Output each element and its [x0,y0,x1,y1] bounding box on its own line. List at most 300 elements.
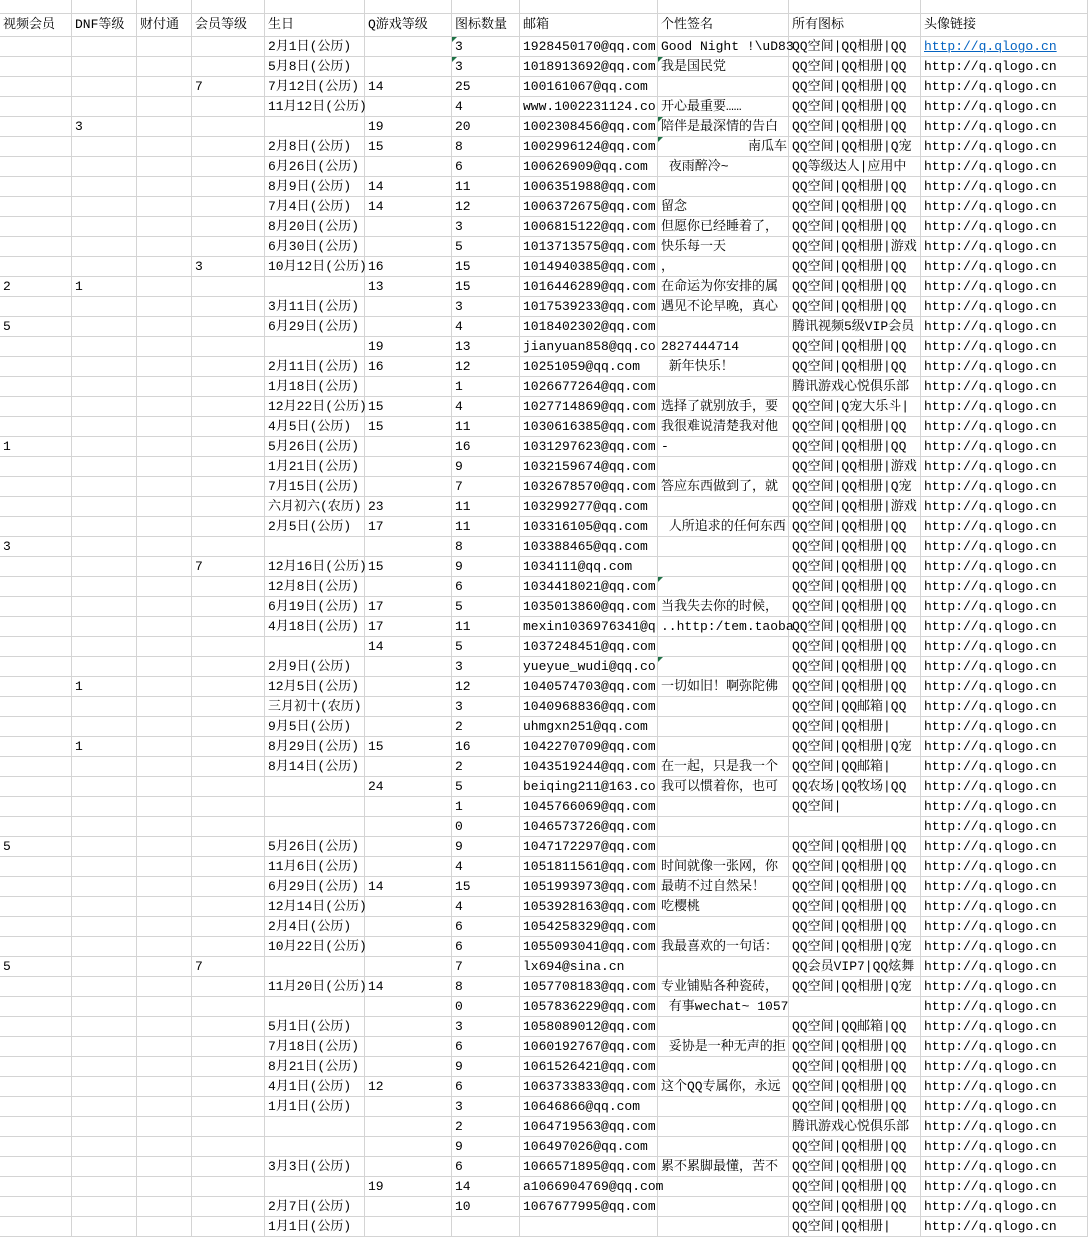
avatar-link[interactable]: http://q.qlogo.cn [924,779,1057,794]
cell-all_icons[interactable]: 腾讯视频5级VIP会员 [789,317,921,337]
cell-email[interactable]: 1016446289@qq.com [520,277,658,297]
cell-signature[interactable]: 人所追求的任何东西 [658,517,789,537]
cell-video_vip[interactable] [0,1177,72,1197]
cell-icon_count[interactable]: 7 [452,957,520,977]
cell-email[interactable]: 1006815122@qq.com [520,217,658,237]
cell-email[interactable]: 1057836229@qq.com [520,997,658,1017]
col-header-email[interactable]: 邮箱 [520,14,658,37]
cell-tenpay[interactable] [137,797,192,817]
cell-qgame_level[interactable]: 14 [365,877,452,897]
cell-tenpay[interactable] [137,37,192,57]
cell-vip_level[interactable] [192,277,265,297]
cell-tenpay[interactable] [137,317,192,337]
cell-qgame_level[interactable]: 19 [365,117,452,137]
cell-video_vip[interactable] [0,337,72,357]
cell-all_icons[interactable]: QQ空间|QQ相册|QQ [789,417,921,437]
cell-avatar_link[interactable] [921,1197,1088,1217]
cell-email[interactable]: 1060192767@qq.com [520,1037,658,1057]
cell-avatar_link[interactable] [921,817,1088,837]
cell-vip_level[interactable] [192,977,265,997]
cell-avatar_link[interactable] [921,657,1088,677]
cell-qgame_level[interactable] [365,657,452,677]
cell-tenpay[interactable] [137,1037,192,1057]
cell-dnf_level[interactable] [72,77,137,97]
cell-video_vip[interactable] [0,377,72,397]
cell-all_icons[interactable]: QQ空间|QQ相册|QQ [789,837,921,857]
cell-signature[interactable]: Good Night !\uD83 [658,37,789,57]
cell-icon_count[interactable]: 9 [452,457,520,477]
cell-dnf_level[interactable] [72,257,137,277]
cell-avatar_link[interactable] [921,1157,1088,1177]
cell-dnf_level[interactable] [72,1217,137,1237]
cell-tenpay[interactable] [137,337,192,357]
cell-email[interactable]: 1051993973@qq.com [520,877,658,897]
cell-icon_count[interactable]: 5 [452,637,520,657]
cell-birthday[interactable]: 3月3日(公历) [265,1157,365,1177]
cell-dnf_level[interactable] [72,1017,137,1037]
cell-email[interactable]: 1928450170@qq.com [520,37,658,57]
cell-tenpay[interactable] [137,717,192,737]
cell-dnf_level[interactable] [72,1057,137,1077]
cell-vip_level[interactable] [192,517,265,537]
avatar-link[interactable]: http://q.qlogo.cn [924,979,1057,994]
cell-signature[interactable]: 我很难说清楚我对他 [658,417,789,437]
cell-qgame_level[interactable] [365,477,452,497]
cell-birthday[interactable] [265,277,365,297]
avatar-link[interactable]: http://q.qlogo.cn [924,859,1057,874]
cell-tenpay[interactable] [137,497,192,517]
cell-qgame_level[interactable] [365,917,452,937]
avatar-link[interactable]: http://q.qlogo.cn [924,799,1057,814]
cell-video_vip[interactable] [0,197,72,217]
avatar-link[interactable]: http://q.qlogo.cn [924,639,1057,654]
cell-signature[interactable] [658,1017,789,1037]
cell-dnf_level[interactable] [72,1137,137,1157]
empty-cell[interactable] [365,0,452,14]
cell-signature[interactable] [658,1117,789,1137]
cell-tenpay[interactable] [137,1117,192,1137]
cell-dnf_level[interactable] [72,57,137,77]
cell-video_vip[interactable] [0,597,72,617]
cell-dnf_level[interactable] [72,537,137,557]
cell-signature[interactable] [658,737,789,757]
cell-video_vip[interactable] [0,97,72,117]
cell-video_vip[interactable] [0,577,72,597]
cell-qgame_level[interactable] [365,297,452,317]
cell-email[interactable] [520,1217,658,1237]
cell-icon_count[interactable]: 3 [452,1017,520,1037]
cell-birthday[interactable]: 六月初六(农历) [265,497,365,517]
cell-tenpay[interactable] [137,957,192,977]
col-header-avatar_link[interactable]: 头像链接 [921,14,1088,37]
cell-vip_level[interactable] [192,317,265,337]
cell-all_icons[interactable]: QQ空间|QQ相册|QQ [789,37,921,57]
cell-avatar_link[interactable] [921,277,1088,297]
cell-qgame_level[interactable] [365,757,452,777]
cell-all_icons[interactable]: QQ空间|QQ相册|QQ [789,577,921,597]
cell-email[interactable]: 1061526421@qq.com [520,1057,658,1077]
cell-qgame_level[interactable] [365,1057,452,1077]
cell-qgame_level[interactable] [365,937,452,957]
cell-all_icons[interactable]: QQ空间|QQ相册|QQ [789,1157,921,1177]
cell-all_icons[interactable]: QQ空间|QQ相册|QQ [789,517,921,537]
cell-qgame_level[interactable] [365,97,452,117]
cell-signature[interactable] [658,497,789,517]
cell-birthday[interactable] [265,637,365,657]
cell-qgame_level[interactable]: 17 [365,517,452,537]
cell-icon_count[interactable]: 25 [452,77,520,97]
cell-dnf_level[interactable] [72,1077,137,1097]
cell-video_vip[interactable] [0,557,72,577]
cell-vip_level[interactable] [192,117,265,137]
cell-email[interactable]: 1006372675@qq.com [520,197,658,217]
cell-tenpay[interactable] [137,1057,192,1077]
cell-video_vip[interactable]: 5 [0,957,72,977]
cell-vip_level[interactable] [192,297,265,317]
cell-dnf_level[interactable] [72,777,137,797]
cell-all_icons[interactable]: QQ空间|QQ相册|QQ [789,877,921,897]
empty-cell[interactable] [520,0,658,14]
cell-qgame_level[interactable]: 14 [365,977,452,997]
cell-video_vip[interactable] [0,1017,72,1037]
cell-birthday[interactable]: 7月12日(公历) [265,77,365,97]
cell-icon_count[interactable]: 11 [452,177,520,197]
cell-vip_level[interactable] [192,857,265,877]
cell-dnf_level[interactable] [72,937,137,957]
cell-dnf_level[interactable] [72,797,137,817]
cell-birthday[interactable]: 12月8日(公历) [265,577,365,597]
cell-video_vip[interactable] [0,757,72,777]
cell-icon_count[interactable]: 9 [452,1137,520,1157]
cell-birthday[interactable] [265,957,365,977]
cell-dnf_level[interactable] [72,1117,137,1137]
cell-signature[interactable] [658,1137,789,1157]
cell-email[interactable]: 1037248451@qq.com [520,637,658,657]
avatar-link[interactable]: http://q.qlogo.cn [924,1039,1057,1054]
cell-all_icons[interactable]: QQ会员VIP7|QQ炫舞 [789,957,921,977]
cell-dnf_level[interactable]: 1 [72,677,137,697]
cell-dnf_level[interactable] [72,517,137,537]
cell-video_vip[interactable]: 1 [0,437,72,457]
cell-all_icons[interactable]: QQ空间|QQ相册|QQ [789,1137,921,1157]
avatar-link[interactable]: http://q.qlogo.cn [924,559,1057,574]
cell-avatar_link[interactable] [921,617,1088,637]
cell-email[interactable]: a1066904769@qq.com [520,1177,658,1197]
cell-email[interactable]: 1043519244@qq.com [520,757,658,777]
cell-icon_count[interactable]: 9 [452,557,520,577]
cell-signature[interactable]: 快乐每一天 [658,237,789,257]
cell-signature[interactable]: 开心最重要…… [658,97,789,117]
cell-qgame_level[interactable] [365,1197,452,1217]
cell-avatar_link[interactable] [921,917,1088,937]
cell-qgame_level[interactable] [365,157,452,177]
cell-avatar_link[interactable] [921,897,1088,917]
cell-vip_level[interactable] [192,777,265,797]
cell-icon_count[interactable]: 12 [452,357,520,377]
cell-dnf_level[interactable] [72,197,137,217]
cell-video_vip[interactable] [0,237,72,257]
cell-dnf_level[interactable] [72,157,137,177]
cell-avatar_link[interactable] [921,777,1088,797]
cell-dnf_level[interactable] [72,977,137,997]
cell-email[interactable]: 1064719563@qq.com [520,1117,658,1137]
cell-icon_count[interactable]: 6 [452,1037,520,1057]
cell-vip_level[interactable] [192,377,265,397]
cell-dnf_level[interactable] [72,177,137,197]
cell-tenpay[interactable] [137,917,192,937]
cell-birthday[interactable]: 1月1日(公历) [265,1097,365,1117]
cell-vip_level[interactable] [192,57,265,77]
cell-vip_level[interactable]: 3 [192,257,265,277]
cell-birthday[interactable]: 2月9日(公历) [265,657,365,677]
cell-email[interactable]: uhmgxn251@qq.com [520,717,658,737]
cell-all_icons[interactable]: QQ空间|QQ相册|QQ [789,1177,921,1197]
cell-video_vip[interactable] [0,477,72,497]
avatar-link[interactable]: http://q.qlogo.cn [924,899,1057,914]
cell-icon_count[interactable]: 2 [452,1117,520,1137]
cell-all_icons[interactable]: QQ空间|QQ相册| [789,1217,921,1237]
cell-qgame_level[interactable]: 23 [365,497,452,517]
cell-video_vip[interactable] [0,1197,72,1217]
cell-video_vip[interactable] [0,257,72,277]
cell-qgame_level[interactable]: 15 [365,137,452,157]
cell-qgame_level[interactable] [365,957,452,977]
cell-video_vip[interactable] [0,817,72,837]
cell-dnf_level[interactable] [72,597,137,617]
cell-signature[interactable]: 吃樱桃 [658,897,789,917]
cell-birthday[interactable] [265,1177,365,1197]
cell-all_icons[interactable]: QQ空间|QQ相册|QQ [789,1097,921,1117]
cell-qgame_level[interactable] [365,837,452,857]
cell-signature[interactable]: 最萌不过自然呆！ [658,877,789,897]
cell-video_vip[interactable] [0,157,72,177]
cell-birthday[interactable]: 5月8日(公历) [265,57,365,77]
cell-vip_level[interactable] [192,37,265,57]
cell-tenpay[interactable] [137,977,192,997]
avatar-link[interactable]: http://q.qlogo.cn [924,239,1057,254]
cell-avatar_link[interactable] [921,637,1088,657]
cell-icon_count[interactable]: 4 [452,897,520,917]
cell-dnf_level[interactable] [72,637,137,657]
cell-dnf_level[interactable]: 3 [72,117,137,137]
cell-all_icons[interactable]: QQ空间|QQ相册|QQ [789,197,921,217]
cell-avatar_link[interactable] [921,1097,1088,1117]
cell-email[interactable]: 1002996124@qq.com [520,137,658,157]
cell-qgame_level[interactable]: 15 [365,417,452,437]
avatar-link[interactable]: http://q.qlogo.cn [924,159,1057,174]
cell-all_icons[interactable]: QQ空间|QQ相册|QQ [789,1197,921,1217]
cell-email[interactable]: 100161067@qq.com [520,77,658,97]
cell-birthday[interactable]: 11月20日(公历) [265,977,365,997]
cell-video_vip[interactable] [0,657,72,677]
cell-signature[interactable]: 妥协是一种无声的拒 [658,1037,789,1057]
cell-birthday[interactable]: 8月29日(公历) [265,737,365,757]
cell-birthday[interactable]: 9月5日(公历) [265,717,365,737]
cell-video_vip[interactable] [0,897,72,917]
cell-avatar_link[interactable] [921,697,1088,717]
cell-vip_level[interactable] [192,897,265,917]
avatar-link[interactable]: http://q.qlogo.cn [924,119,1057,134]
cell-video_vip[interactable] [0,697,72,717]
cell-qgame_level[interactable]: 17 [365,617,452,637]
cell-tenpay[interactable] [137,1017,192,1037]
cell-all_icons[interactable]: QQ空间|QQ相册|QQ [789,597,921,617]
cell-icon_count[interactable]: 4 [452,397,520,417]
cell-all_icons[interactable]: QQ空间|QQ相册|QQ [789,117,921,137]
cell-icon_count[interactable]: 14 [452,1177,520,1197]
cell-dnf_level[interactable] [72,437,137,457]
cell-avatar_link[interactable] [921,437,1088,457]
cell-all_icons[interactable]: QQ空间|QQ相册|QQ [789,917,921,937]
cell-qgame_level[interactable] [365,1157,452,1177]
cell-video_vip[interactable] [0,117,72,137]
cell-avatar_link[interactable] [921,997,1088,1017]
avatar-link[interactable]: http://q.qlogo.cn [924,1059,1057,1074]
cell-tenpay[interactable] [137,1137,192,1157]
avatar-link[interactable]: http://q.qlogo.cn [924,999,1057,1014]
cell-signature[interactable]: 专业铺贴各种瓷砖， [658,977,789,997]
cell-signature[interactable]: 陪伴是最深情的告白 [658,117,789,137]
cell-icon_count[interactable]: 13 [452,337,520,357]
cell-tenpay[interactable] [137,617,192,637]
col-header-qgame_level[interactable]: Q游戏等级 [365,14,452,37]
cell-birthday[interactable]: 8月20日(公历) [265,217,365,237]
cell-birthday[interactable] [265,117,365,137]
cell-tenpay[interactable] [137,57,192,77]
avatar-link[interactable]: http://q.qlogo.cn [924,659,1057,674]
cell-avatar_link[interactable] [921,557,1088,577]
cell-birthday[interactable] [265,777,365,797]
cell-vip_level[interactable] [192,177,265,197]
cell-birthday[interactable]: 8月21日(公历) [265,1057,365,1077]
cell-tenpay[interactable] [137,1157,192,1177]
col-header-vip_level[interactable]: 会员等级 [192,14,265,37]
cell-birthday[interactable]: 6月29日(公历) [265,877,365,897]
cell-tenpay[interactable] [137,177,192,197]
cell-icon_count[interactable]: 11 [452,617,520,637]
cell-all_icons[interactable]: QQ空间|QQ相册|QQ [789,557,921,577]
cell-birthday[interactable]: 2月8日(公历) [265,137,365,157]
avatar-link[interactable]: http://q.qlogo.cn [924,39,1057,54]
cell-all_icons[interactable]: QQ空间|QQ邮箱|QQ [789,1017,921,1037]
cell-tenpay[interactable] [137,77,192,97]
cell-email[interactable]: 1018913692@qq.com [520,57,658,77]
cell-video_vip[interactable] [0,137,72,157]
cell-dnf_level[interactable] [72,417,137,437]
empty-cell[interactable] [658,0,789,14]
cell-avatar_link[interactable] [921,397,1088,417]
cell-avatar_link[interactable] [921,1217,1088,1237]
cell-avatar_link[interactable] [921,1017,1088,1037]
cell-qgame_level[interactable]: 19 [365,1177,452,1197]
cell-email[interactable]: 1032678570@qq.com [520,477,658,497]
cell-all_icons[interactable]: QQ等级达人|应用中 [789,157,921,177]
cell-dnf_level[interactable] [72,717,137,737]
cell-email[interactable]: 100626909@qq.com [520,157,658,177]
cell-vip_level[interactable] [192,397,265,417]
col-header-signature[interactable]: 个性签名 [658,14,789,37]
cell-email[interactable]: 103316105@qq.com [520,517,658,537]
cell-dnf_level[interactable] [72,877,137,897]
cell-dnf_level[interactable] [72,37,137,57]
cell-signature[interactable] [658,957,789,977]
cell-signature[interactable] [658,457,789,477]
cell-dnf_level[interactable] [72,297,137,317]
cell-signature[interactable] [658,177,789,197]
cell-email[interactable]: 1034418021@qq.com [520,577,658,597]
avatar-link[interactable]: http://q.qlogo.cn [924,79,1057,94]
cell-vip_level[interactable] [192,677,265,697]
cell-vip_level[interactable] [192,457,265,477]
cell-dnf_level[interactable] [72,697,137,717]
cell-email[interactable]: 1054258329@qq.com [520,917,658,937]
cell-vip_level[interactable] [192,437,265,457]
cell-dnf_level[interactable] [72,137,137,157]
cell-qgame_level[interactable] [365,997,452,1017]
cell-avatar_link[interactable] [921,337,1088,357]
cell-birthday[interactable]: 2月11日(公历) [265,357,365,377]
cell-avatar_link[interactable] [921,517,1088,537]
cell-vip_level[interactable] [192,997,265,1017]
cell-dnf_level[interactable]: 1 [72,277,137,297]
cell-avatar_link[interactable] [921,197,1088,217]
cell-avatar_link[interactable] [921,157,1088,177]
cell-dnf_level[interactable] [72,1037,137,1057]
cell-birthday[interactable]: 3月11日(公历) [265,297,365,317]
cell-icon_count[interactable]: 12 [452,197,520,217]
cell-tenpay[interactable] [137,1097,192,1117]
cell-email[interactable]: 10251059@qq.com [520,357,658,377]
cell-icon_count[interactable]: 3 [452,297,520,317]
cell-birthday[interactable]: 11月6日(公历) [265,857,365,877]
cell-dnf_level[interactable] [72,337,137,357]
avatar-link[interactable]: http://q.qlogo.cn [924,579,1057,594]
cell-signature[interactable] [658,657,789,677]
cell-birthday[interactable]: 2月1日(公历) [265,37,365,57]
cell-avatar_link[interactable] [921,477,1088,497]
cell-qgame_level[interactable] [365,1097,452,1117]
cell-email[interactable]: 10646866@qq.com [520,1097,658,1117]
avatar-link[interactable]: http://q.qlogo.cn [924,479,1057,494]
cell-dnf_level[interactable] [72,497,137,517]
cell-dnf_level[interactable] [72,837,137,857]
avatar-link[interactable]: http://q.qlogo.cn [924,279,1057,294]
cell-tenpay[interactable] [137,997,192,1017]
cell-vip_level[interactable] [192,197,265,217]
cell-email[interactable]: 1031297623@qq.com [520,437,658,457]
cell-avatar_link[interactable] [921,797,1088,817]
avatar-link[interactable]: http://q.qlogo.cn [924,339,1057,354]
cell-qgame_level[interactable] [365,37,452,57]
cell-qgame_level[interactable]: 19 [365,337,452,357]
cell-all_icons[interactable]: QQ空间|QQ相册|QQ [789,657,921,677]
cell-email[interactable]: jianyuan858@qq.co [520,337,658,357]
cell-all_icons[interactable]: QQ空间|QQ相册|QQ [789,897,921,917]
cell-birthday[interactable]: 10月22日(公历) [265,937,365,957]
cell-video_vip[interactable] [0,917,72,937]
avatar-link[interactable]: http://q.qlogo.cn [924,139,1057,154]
cell-birthday[interactable]: 6月26日(公历) [265,157,365,177]
cell-tenpay[interactable] [137,217,192,237]
cell-icon_count[interactable]: 8 [452,537,520,557]
cell-signature[interactable]: 我可以惯着你，也可 [658,777,789,797]
cell-icon_count[interactable]: 8 [452,977,520,997]
cell-qgame_level[interactable]: 14 [365,77,452,97]
cell-icon_count[interactable]: 2 [452,717,520,737]
cell-avatar_link[interactable] [921,1137,1088,1157]
cell-tenpay[interactable] [137,737,192,757]
cell-birthday[interactable] [265,1137,365,1157]
